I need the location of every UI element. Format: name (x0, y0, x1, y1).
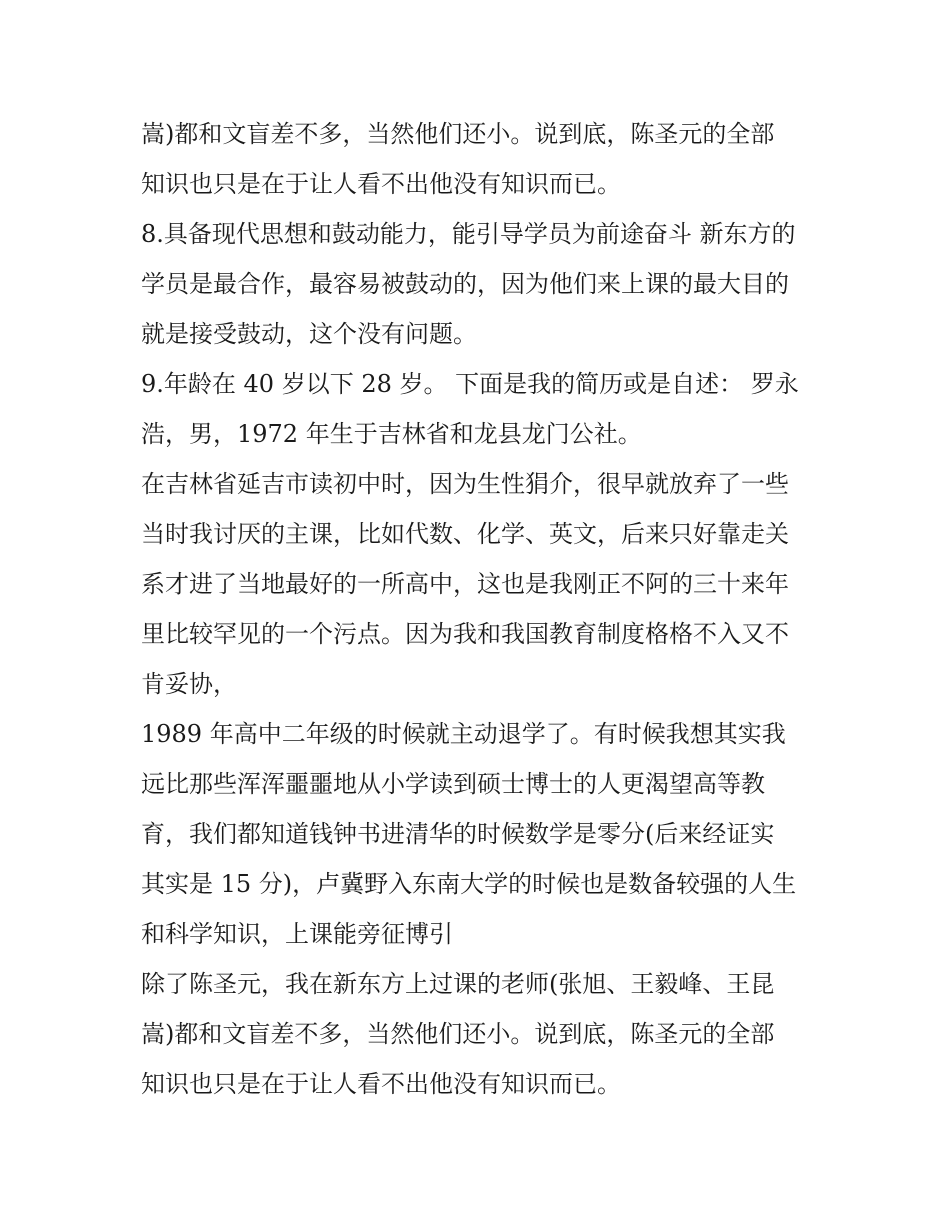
text-line: 学员是最合作，最容易被鼓动的，因为他们来上课的最大目的 (141, 270, 789, 298)
text-line: 远比那些浑浑噩噩地从小学读到硕士博士的人更渴望高等教 (141, 770, 765, 798)
body-text (141, 109, 821, 1109)
text-line: 嵩)都和文盲差不多，当然他们还小。说到底，陈圣元的全部 (141, 1020, 775, 1048)
text-line: 知识也只是在于让人看不出他没有知识而已。 (141, 1070, 621, 1098)
text-line: 就是接受鼓动，这个没有问题。 (141, 320, 477, 348)
text-line: 嵩)都和文盲差不多，当然他们还小。说到底，陈圣元的全部 (141, 120, 775, 148)
text-line: 里比较罕见的一个污点。因为我和我国教育制度格格不入又不 (141, 620, 789, 648)
text-line: 除了陈圣元，我在新东方上过课的老师(张旭、王毅峰、王昆 (141, 970, 775, 998)
text-line: 其实是 15 分)，卢冀野入东南大学的时候也是数备较强的人生 (141, 870, 797, 898)
text-line: 和科学知识，上课能旁征博引 (141, 920, 453, 948)
text-line: 1989 年高中二年级的时候就主动退学了。有时候我想其实我 (141, 720, 786, 748)
text-line: 肯妥协， (141, 670, 237, 698)
text-line: 育，我们都知道钱钟书进清华的时候数学是零分(后来经证实 (141, 820, 775, 848)
text-line: 8.具备现代思想和鼓动能力，能引导学员为前途奋斗 新东方的 (141, 220, 796, 248)
text-line: 在吉林省延吉市读初中时，因为生性狷介，很早就放弃了一些 (141, 470, 789, 498)
text-line: 知识也只是在于让人看不出他没有知识而已。 (141, 170, 621, 198)
text-line: 当时我讨厌的主课，比如代数、化学、英文，后来只好靠走关 (141, 520, 789, 548)
text-line: 系才进了当地最好的一所高中，这也是我刚正不阿的三十来年 (141, 570, 789, 598)
text-line: 9.年龄在 40 岁以下 28 岁。 下面是我的简历或是自述： 罗永 (141, 370, 799, 398)
text-line: 浩，男，1972 年生于吉林省和龙县龙门公社。 (141, 420, 642, 448)
